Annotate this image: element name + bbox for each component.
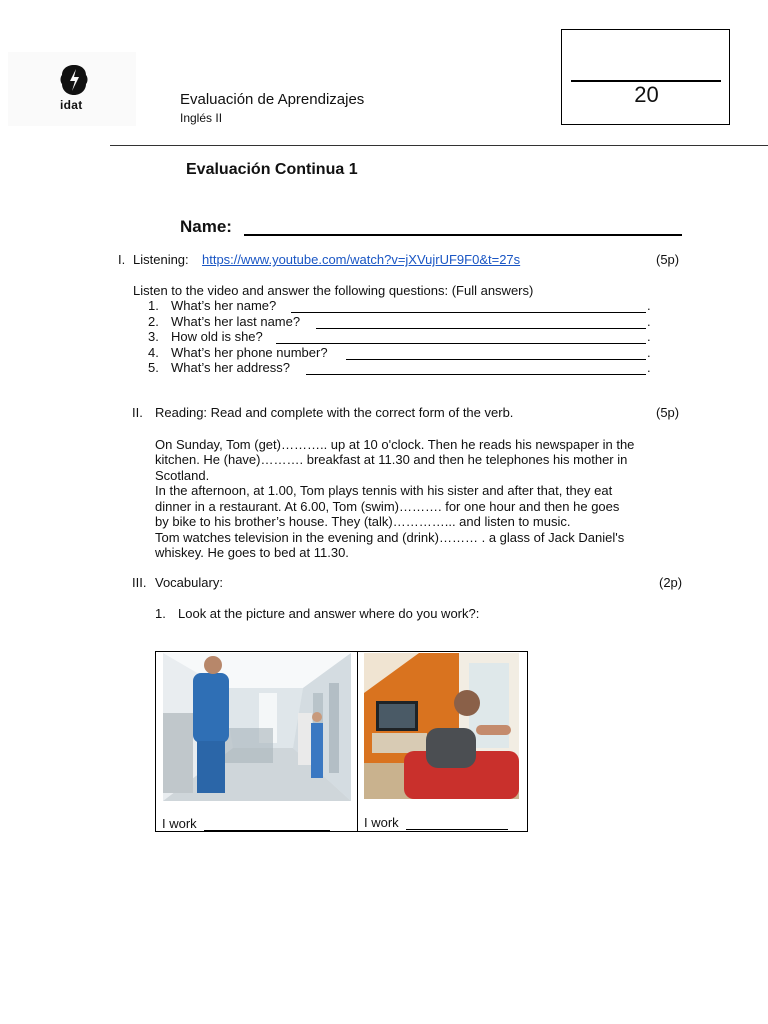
reading-line: by bike to his brother’s house. They (talk)…………... and listen to music. (155, 514, 571, 529)
brain-logo-icon (59, 63, 89, 97)
question-number: 2. (148, 314, 159, 329)
reading-line: Scotland. (155, 468, 210, 483)
section-2-label: Reading: Read and complete with the correct form of the verb. (155, 405, 514, 420)
reading-line: kitchen. He (have)………. breakfast at 11.30 and then he telephones his mother in (155, 452, 628, 467)
answer-1-label: I work (162, 816, 197, 831)
answer-line (306, 374, 646, 375)
answer-line (346, 359, 646, 360)
question-text: What’s her last name? (171, 314, 301, 329)
name-label: Name: (180, 217, 232, 236)
question-number: 3. (148, 329, 159, 344)
answer-2-line (406, 829, 508, 830)
vocab-item-number: 1. (155, 606, 166, 621)
section-2-points: (5p) (656, 405, 680, 420)
section-3-label: Vocabulary: (155, 575, 223, 590)
question-end: . (647, 314, 651, 329)
question-end: . (647, 298, 651, 313)
answer-1-line (204, 830, 330, 831)
score-total: 20 (634, 82, 659, 107)
section-1-numeral: I. (118, 252, 126, 267)
reading-line: Tom watches television in the evening and (drink)……… . a glass of Jack Daniel's (155, 530, 625, 545)
hospital-photo-spacer (0, 0, 1, 1)
question-number: 5. (148, 360, 159, 375)
question-text: How old is she? (171, 329, 263, 344)
section-2-numeral: II. (132, 405, 143, 420)
section-1-instruction: Listen to the video and answer the following questions: (Full answers) (133, 283, 534, 298)
question-end: . (647, 360, 651, 375)
section-1-points: (5p) (656, 252, 680, 267)
reading-line: whiskey. He goes to bed at 11.30. (155, 545, 349, 560)
question-end: . (647, 345, 651, 360)
question-text: What’s her address? (171, 360, 290, 375)
question-number: 1. (148, 298, 159, 313)
answer-line (276, 343, 646, 344)
listening-video-link[interactable]: https://www.youtube.com/watch?v=jXVujrUF9F0&t=27s (202, 252, 521, 267)
reading-line: On Sunday, Tom (get)……….. up at 10 o'clock. Then he reads his newspaper in the (155, 437, 635, 452)
section-3-points: (2p) (659, 575, 683, 590)
document-title: Evaluación de Aprendizajes (180, 91, 365, 108)
question-number: 4. (148, 345, 159, 360)
answer-line (316, 328, 646, 329)
reading-line: In the afternoon, at 1.00, Tom plays tennis with his sister and after that, they eat (155, 483, 613, 498)
picture-table-divider (357, 651, 358, 832)
header-divider (110, 145, 768, 146)
reading-line: dinner in a restaurant. At 6.00, Tom (swim)………. for one hour and then he goes (155, 499, 620, 514)
living-room-photo (364, 653, 519, 799)
section-1-label: Listening: (133, 252, 189, 267)
logo-text: idat (60, 98, 83, 112)
question-text: What’s her phone number? (171, 345, 328, 360)
evaluation-title: Evaluación Continua 1 (186, 161, 358, 178)
answer-2-label: I work (364, 815, 399, 830)
course-name: Inglés II (180, 111, 223, 125)
score-box (561, 29, 730, 125)
question-text: What’s her name? (171, 298, 277, 313)
hospital-photo (163, 653, 351, 801)
question-end: . (647, 329, 651, 344)
answer-line (291, 312, 646, 313)
name-blank-line (244, 234, 682, 236)
vocab-item-text: Look at the picture and answer where do you work?: (178, 606, 480, 621)
section-3-numeral: III. (132, 575, 147, 590)
